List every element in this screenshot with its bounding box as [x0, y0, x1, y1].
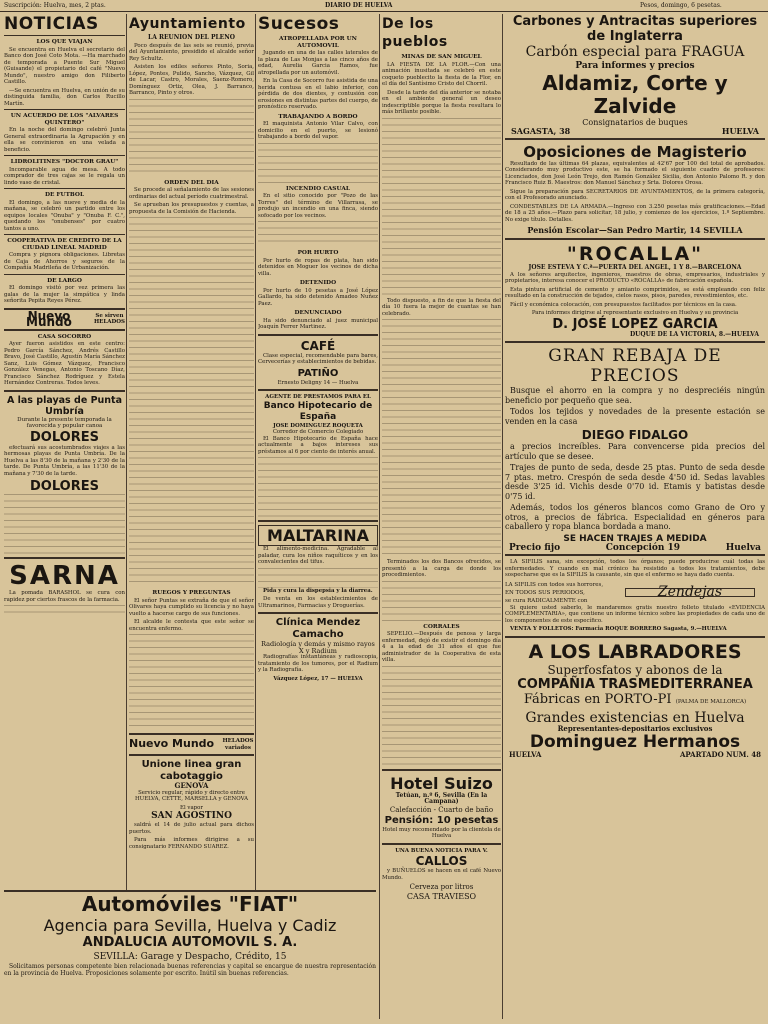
- section-title-noticias: NOTICIAS: [4, 14, 99, 34]
- ad-fiat: Automóviles "FIAT" Agencia para Sevilla, Huelva y Cadiz ANDALUCIA AUTOMOVIL S. A. SEVILLA: Garage y Despacho, Crédito, 15 Solicitamos personas competente bien relacionada buenas referencias y capital se encargue de nuestra representación en la provincia de Huelva. Proposiciones solamente por escrito. Inútil sin buenas referencias.: [4, 890, 376, 1022]
- running-head-center: DIARIO DE HUELVA: [325, 2, 393, 9]
- news-item: DE LARGO El domingo visitó por vez primera las galas de la mujer la simpática y linda señorita Pepita Reyes Pérez.: [4, 277, 125, 304]
- column-advertising: [505, 14, 765, 1019]
- zendejas-logo: Zendejas: [625, 588, 755, 597]
- ad-sarna: SARNA La pomada BARASHOL se cura con rapidez por ciertos frascos de la farmacia.: [4, 562, 125, 618]
- news-item: LOS QUE VIAJAN Se encuentra en Huelva el secretario del Banco don José Coto Mota. —Ha marchado de temporada a Puente Sur Miguel (Guisande) el propietario del café "Nuevo Mundo", nuestro amigo don Filiberto Castillo. —Se encuentra en Huelva, en unión de su distinguida familia, don Carlos Rucillo Martín.: [4, 39, 125, 107]
- running-head: [0, 0, 768, 12]
- column-rule: [255, 14, 256, 1019]
- ad-playas-punta-umbria: A las playas de Punta Umbría Durante la presente temporada la favorecida y popular canoa DOLORES efectuará sus acostumbrados viajes a las hermosas playas de Punta Umbría. De la Huelva a las 8'30 de la mañana y 2'30 de la tarde. De Punta Umbría, a las 11'30 de la mañana y 7'30 de la tarde. DOLORES: [4, 395, 125, 555]
- news-item: DE FUTBOL El domingo, a las nueve y media de la mañana, se celebró un partido entre los equipos locales "Onuba" y "Onuba F. C.", quedando los "onubenses" por cuatro tantos a uno.: [4, 192, 125, 232]
- column-noticias: [4, 14, 125, 1019]
- ad-hotel-suizo: Hotel Suizo Tetúan, n.º 6, Sevilla (En la Campana) Calefacción - Cuarto de baño Pensión: 10 pesetas Hotel muy recomendado por la clientela de Huelva: [382, 773, 501, 839]
- ad-nuevo-mundo-helados: Nuevo Mundo HELADOS variados: [129, 737, 254, 751]
- column-rule: [379, 14, 380, 1019]
- ad-gran-rebaja: GRAN REBAJA DE PRECIOS Busque el ahorro en la compra y no despreciéis ningún beneficio por pequeño que sea. Todos los tejidos y novedades de la presente estación se venden en la casa DIEGO FIDALGO a precios increíbles. Para convencerse pida precios del artículo que se desee. Trajes de punto de seda, desde 25 ptas. Punto de seda desde 7 ptas. metro. Crespón de seda desde 4'50 id. Sedas lavables desde 3'25 id. Vichis desde 0'70 id. Etamis y batistas desde 0'75 id. Además, todos los géneros blancos como Grano de Oro y otros, a precios de fábrica. Especialidad en géneros para caballero y ropa blanca bordada a mano. SE HACEN TRAJES A MEDIDA Precio fijo Concepción 19 Huelva: [505, 346, 765, 553]
- ad-cafe-patino: CAFÉ Clase especial, recomendable para bares, Cervecerías y establecimientos de bebidas. PATIÑO Ernesto Deligny 14 — Huelva: [258, 338, 378, 386]
- column-de-los-pueblos: De los pueblos MINAS DE SAN MIGUEL LA FIESTA DE LA FLOR.—Con una animación inusitada se celebró en este coqueto pueblecito la fiesta de la Flor, en el día del Santísimo Cristo del Chorril. Desde la tarde del día anterior se notaba en el ambiente general un deseo indescriptible porque la fiesta resultara lo más brillante posible. Todo dispuesto, a fin de que la fiesta del día 10 fuera la mejor de cuantas se han celebrado. Terminados los dos Bancos ofrecidos, se presentó a la carga de donde los procedimientos. CORRALES SEPELIO.—Después de penosa y larga enfermedad, dejó de existir el domingo día 4 a la edad de 31 años el que fue administrador de la Cooperativa de esta villa. Hotel Suizo Tetúan, n.º 6, Sevilla (En la Campana) Calefacción - Cuarto de baño Pensión: 10 pesetas Hotel muy recomendado por la clientela de Huelva UNA BUENA NOTICIA PARA V. CALLOS y BUÑUELOS se hacen en el café Nuevo Mundo. Cerveza por litros CASA TRAVIESO: [382, 16, 501, 901]
- ad-callos: UNA BUENA NOTICIA PARA V. CALLOS y BUÑUELOS se hacen en el café Nuevo Mundo. Cerveza por litros CASA TRAVIESO: [382, 847, 501, 901]
- column-ayuntamiento: Ayuntamiento LA REUNION DEL PLENO Poco después de las seis se reunió, previa del Ayuntamiento, presidido el alcalde señor Rey Schultz. Asisten los ediles señores Pinto, Soria, López, Pontes, Pulido, Sancho, Vázquez, Gil de Lacar, Castro, Morales, Saenz-Romero, Domínguez Ortiz, Olea, J. Barranco, Barranco, Pinto y otros. ORDEN DEL DIA Se procede al señalamiento de las sesiones ordinarias del actual período cuatrimestral. Se aprueban los presupuestos y cuentas, a propuesta de la Comisión de Hacienda. RUEGOS Y PREGUNTAS El señor Puntas se extraña de que el señor Olivares haya cumplido su licencia y no haya vuelto a hacerse cargo de sus funciones. El alcalde le contesta que este señor se encuentra enfermo. Nuevo Mundo HELADOS variados Unione linea gran cabotaggio GENOVA Servicio regular, rápido y directo entre HUELVA, CETTE, MARSELLA y GENOVA El vapor SAN AGOSTINO saldrá el 14 de julio actual para dichos puertos. Para más informes dirigirse a su consignatario FERNANDO SUAREZ.: [129, 16, 254, 850]
- ad-nuevo-mundo: Nuevo Mundo Se sirven HELADOS: [26, 308, 125, 329]
- news-item: COOPERATIVA DE CREDITO DE LA CIUDAD LINEAL MADRID Compra y pignora obligaciones. Libretas de Caja de Ahorros y seguros de la Compañía Madrileña de Urbanización.: [4, 238, 125, 271]
- column-rule: [502, 14, 503, 1019]
- running-head-right: Pesos, domingo, 6 pesetas.: [640, 2, 722, 9]
- ad-unione-linea: Unione linea gran cabotaggio GENOVA Servicio regular, rápido y directo entre HUELVA, CETTE, MARSELLA y GENOVA El vapor SAN AGOSTINO saldrá el 14 de julio actual para dichos puertos. Para más informes dirigirse a su consignatario FERNANDO SUAREZ.: [129, 759, 254, 850]
- ad-rocalla: "ROCALLA" JOSE ESTEVA Y C.ª—PUERTA DEL ANGEL, 1 Y 8.—BARCELONA A los señores arquitectos, ingenieros, maestros de obras, empresarios, industriales y propietarios, interesa conocer el PRODUCTO «ROCALLA» de fabricación española. Esta pintura artificial de cemento y amianto comprimidos, se está empleando con feliz resultado en la construcción de tejados, cielos rasos, pisos, paredes, revestimientos, etc. Fácil y económica colocación, con presupuestos facilitados por técnicos en la casa. Para informes dirigirse al representante exclusivo en Huelva y su provincia D. JOSÉ LOPEZ GARCIA DUQUE DE LA VICTORIA, 8.—HUELVA: [505, 243, 765, 338]
- column-rule: [126, 14, 127, 1019]
- news-item: LIDROLITINES "DOCTOR GRAU" Incomparable agua de mesa. A todo comprador de tres cajas se le regala un lindo vaso de cristal.: [4, 159, 125, 186]
- news-item: UN ACUERDO DE LOS "ALVARES QUINTERO" En la noche del domingo celebró Junta General extraordinaria la Agrupación y en ella se convinieron en una velada a beneficio.: [4, 113, 125, 153]
- ad-oposiciones: Oposiciones de Magisterio Resultado de las últimas 64 plazas, equivalentes al 42'67 por 100 del total de aprobados. Considerando muy productivo este, se ha formado el siguiente cuadro de profesores: Licenciados, don José León Trejo, don Ramón González Sicilia, don Antonio Palomo R. y don Francisco Ruiz B. Maestros: don Manuel Sánchez y Srta. Dolores Orosa. Sigue la preparación para SECRETARIOS DE AYUNTAMIENTOS, de la primera categoría, con el Profesorado anunciado. CONDESTABLES DE LA ARMADA.—Ingreso con 3.250 pesetas más gratificaciones.—Edad de 18 a 25 años.—Plazo para solicitar, 18 julio, y comienzo de los ejercicios, 1.º Septiembre. No exige título. Detalles. Pensión Escolar—San Pedro Martir, 14 SEVILLA: [505, 142, 765, 235]
- section-title-sucesos: Sucesos: [258, 14, 340, 34]
- news-item: CASA SOCORRO Ayer fueron asistidos en este centro: Pedro García Sánchez, Andrés Castillo Bravo, José Castillo, Agustín María Sánchez Sanz, Luis Gómez Vázquez, Francisco González Venegas, Antonio Toscano Díaz, Francisco Sánchez Rodríguez y Estela Hernández Contreras. Todos leves.: [4, 333, 125, 386]
- section-title-pueblos: De los pueblos: [382, 16, 448, 50]
- ad-labradores: A LOS LABRADORES Superfosfatos y abonos de la COMPAÑIA TRASMEDITERRANEA Fábricas en PORTO-PI (PALMA DE MALLORCA) Grandes existencias en Huelva Representantes-depositarios exclusivos Dominguez Hermanos HUELVA APARTADO NUM. 48: [509, 640, 761, 759]
- ad-banco-hipotecario: Banco Hipotecario de España JOSE DOMINGUEZ ROQUETA Corredor de Comercio Colegiado El Banco Hipotecario de España hace actualmente a bajos intereses sus préstamos al 6 por ciento de interés anual.: [258, 401, 378, 518]
- running-head-left: Suscripción: Huelva, mes, 2 ptas.: [4, 2, 106, 9]
- ad-carbones: Carbones y Antracitas superiores de Inglaterra Carbón especial para FRAGUA Para informes y precios Aldamiz, Corte y Zalvide Consignatarios de buques SAGASTA, 38 HUELVA: [511, 14, 759, 136]
- section-title-ayuntamiento: Ayuntamiento: [129, 16, 246, 32]
- ad-clinica-mendez-camacho: Clínica Mendez Camacho Radiología y demás y mismo rayos X y Radium Radiografías instantáneas y radioscopia, tratamiento de los tumores, por el Radium y la Radiografía. Vázquez López, 17 — HUELVA: [258, 617, 378, 682]
- ad-maltarina: MALTARINA El alimento-medicina. Agradable al paladar, cura los niños raquíticos y en los convalecientes del tifus. Pida y cura la dispepsia y la diarrea. De venta en los establecimientos de Ultramarinos, Farmacias y Droguerías.: [258, 526, 378, 609]
- ad-sifilis-zendejas: LA SIFILIS sana, sin excepción, todos los órganos; puede producirse cuál todas las enfermedades. Y cuando en mal crónico ha resistido a todos los tratamientos, debe sospecharse que es la SIFILIS la causante, sin que el enfermo se haya dado cuenta. LA SIFILIS con todos sus horrores, EN TODOS SUS PERIODOS, se cura RADICALMENTE con Zendejas Si quiere usted saberlo, le mandaremos gratis nuestro folleto titulado «EVIDENCIA COMPLEMENTARIA», que contiene un informe técnico sobre las propiedades de cada uno de los componentes de este específico. VENTA Y FOLLETOS: Farmacia ROQUE BORRERO Sagasta, 9.—HUELVA: [505, 559, 765, 632]
- column-sucesos: Sucesos ATROPELLADA POR UN AUTOMOVIL Jugando en una de las calles laterales de la plaza de Las Monjas a las cinco años de edad, Aurelia Garcia Ramos, fue atropellada por un automóvil. En la Casa de Socorro fue asistida de una herida contusa en el labio inferior, con pérdida de dos dientes, y contusión con erosiones en distintas partes del cuerpo, de pronóstico reservado. TRABAJANDO A BORDO El maquinista Antonio Vilar Calvo, con domicilio en el puerto, se lesionó trabajando a bordo del vapor. INCENDIO CASUAL En el sitio conocido por "Pozo de las Torres" del término de Villarrasa, se produjo un incendio en una finca, siendo sofocado por los vecinos. POR HURTO Por hurto de ropas de plata, han sido detenidos en Moguer los vecinos de dicha villa. DETENIDO Por hurto de 10 pesetas a José López Gallardo, ha sido detenido Amadeo Nuñez Paez. DENUNCIADO Ha sido denunciado al juez municipal Joaquín Ferrer Martinez. CAFÉ Clase especial, recomendable para bares, Cervecerías y establecimientos de bebidas. PATIÑO Ernesto Deligny 14 — Huelva AGENTE DE PRESTAMOS PARA EL Banco Hipotecario de España JOSE DOMINGUEZ ROQUETA Corredor de Comercio Colegiado El Banco Hipotecario de España hace actualmente a bajos intereses sus préstamos al 6 por ciento de interés anual. MALTARINA El alimento-medicina. Agradable al paladar, cura los niños raquíticos y en los convalecientes del tifus. Pida y cura la dispepsia y la diarrea. De venta en los establecimientos de Ultramarinos, Farmacias y Droguerías. Clínica Mendez Camacho Radiología y demás y mismo rayos X y Radium Radiografías instantáneas y radioscopia, tratamiento de los tumores, por el Radium y la Radiografía. Vázquez López, 17 — HUELVA: [258, 14, 378, 682]
